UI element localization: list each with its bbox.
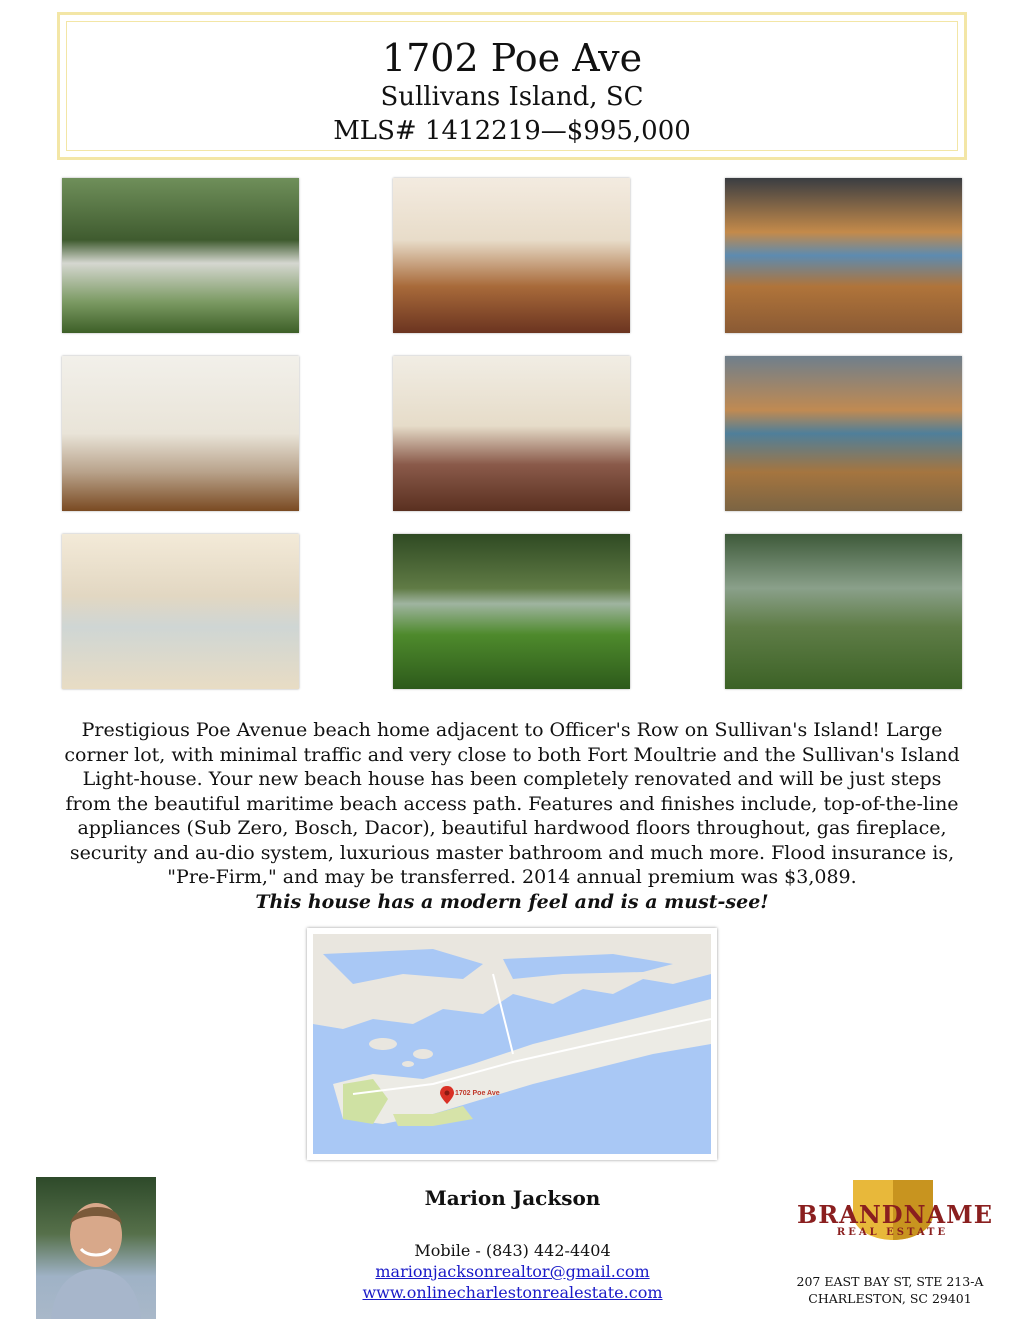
logo-wordmark: BRANDNAME bbox=[797, 1200, 994, 1229]
agent-website-link[interactable]: www.onlinecharlestonrealestate.com bbox=[362, 1283, 663, 1302]
photo-bedroom[interactable] bbox=[62, 356, 299, 511]
listing-header bbox=[57, 12, 967, 160]
agent-contact bbox=[330, 1240, 695, 1303]
agent-name: Marion Jackson bbox=[424, 1186, 601, 1210]
photo-dining-room[interactable] bbox=[393, 178, 630, 333]
photo-side-yard[interactable] bbox=[393, 534, 630, 689]
photo-living-room[interactable] bbox=[393, 356, 630, 511]
brokerage-logo bbox=[795, 1178, 994, 1243]
photo-kitchen[interactable] bbox=[725, 178, 962, 333]
photo-bathroom[interactable] bbox=[62, 534, 299, 689]
mls-price: MLS# 1412219—$995,000 bbox=[333, 116, 691, 146]
agent-mobile: Mobile - (843) 442-4404 bbox=[414, 1241, 611, 1260]
photo-exterior-front[interactable] bbox=[62, 178, 299, 333]
description-body: Prestigious Poe Avenue beach home adjacent to Officer's Row on Sullivan's Island! Large corner lot, with minimal traffic and very close to both Fort Moultrie and the Sullivan's Island Light-house. Your new beach house has been completely renovated and will be just steps from the beautiful maritime beach access path. Features and finishes include, top-of-the-line appliances (Sub Zero, Bosch, Dacor), beautiful hardwood floors throughout, gas fireplace, security and au-dio system, luxurious master bathroom and much more. Flood insurance is, "Pre-Firm," and may be transferred. 2014 annual premium was $3,089. bbox=[64, 719, 960, 888]
photo-kitchen-pantry[interactable] bbox=[725, 356, 962, 511]
agent-email-link[interactable]: marionjacksonrealtor@gmail.com bbox=[375, 1262, 650, 1281]
description-emphasis: This house has a modern feel and is a must-see! bbox=[255, 890, 769, 913]
agent-avatar-icon bbox=[36, 1177, 156, 1319]
map-graphic bbox=[313, 934, 711, 1154]
agent-portrait bbox=[36, 1177, 156, 1319]
address-line1: 207 EAST BAY ST, STE 213-A bbox=[796, 1274, 984, 1289]
photo-backyard[interactable] bbox=[725, 534, 962, 689]
property-address: 1702 Poe Ave bbox=[381, 36, 643, 80]
address-line2: CHARLESTON, SC 29401 bbox=[808, 1291, 972, 1306]
location-map[interactable] bbox=[307, 928, 717, 1160]
brokerage-address bbox=[790, 1273, 990, 1307]
property-location: Sullivans Island, SC bbox=[380, 82, 644, 112]
property-description bbox=[62, 718, 962, 914]
header-inner-border bbox=[66, 21, 958, 151]
logo-subtext: REAL ESTATE bbox=[836, 1227, 949, 1238]
map-pin-label: 1702 Poe Ave bbox=[455, 1090, 500, 1097]
